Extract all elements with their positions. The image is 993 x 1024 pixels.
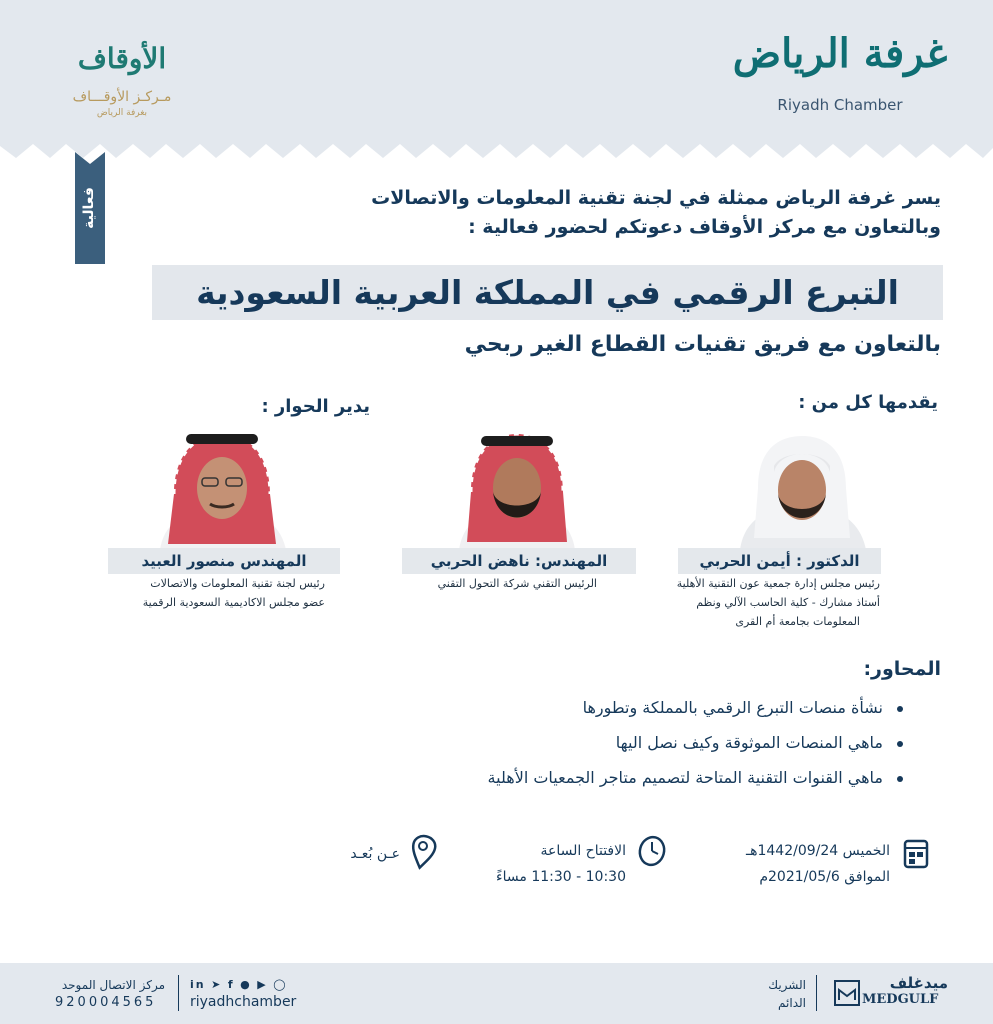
presenter-1-role-1: رئيس مجلس إدارة جمعية عون التقنية الأهلية xyxy=(676,577,880,590)
riyadh-logo-arabic: غرفة الرياض xyxy=(732,30,948,77)
presenter-1-roles xyxy=(640,574,880,631)
medgulf-arabic: ميدغلف xyxy=(889,974,948,992)
event-title: التبرع الرقمي في المملكة العربية السعودية xyxy=(196,273,899,312)
moderator-role-1: رئيس لجنة تقنية المعلومات والاتصالات xyxy=(150,577,325,590)
riyadh-logo-english: Riyadh Chamber xyxy=(777,96,903,114)
event-time xyxy=(470,838,626,890)
contact-label: مركز الاتصال الموحد xyxy=(61,978,165,992)
twitter-icon[interactable]: ➤ xyxy=(211,978,223,991)
intro-text xyxy=(241,184,941,242)
presenter-2-photo xyxy=(455,428,580,550)
time-range: 10:30 - 11:30 مساءً xyxy=(496,869,626,885)
medgulf-english: MEDGULF xyxy=(862,992,939,1007)
partner-divider xyxy=(816,975,817,1011)
awqaf-logo-title: مـركـز الأوقـــاف xyxy=(72,89,172,105)
axes-item: نشأة منصات التبرع الرقمي بالمملكة وتطورها xyxy=(343,690,903,725)
event-title-box xyxy=(152,265,943,320)
presenter-1-name: الدكتور : أيمن الحربي xyxy=(678,548,881,574)
contact-phone: 920004565 xyxy=(55,995,157,1010)
medgulf-logo xyxy=(862,974,948,1008)
presenter-2-roles xyxy=(402,574,597,593)
awqaf-logo xyxy=(72,30,172,130)
moderator-role-2: عضو مجلس الاكاديمية السعودية الرقمية xyxy=(142,596,325,609)
time-label: الافتتاح الساعة xyxy=(540,843,626,859)
social-handle[interactable]: riyadhchamber xyxy=(190,994,297,1010)
instagram-icon[interactable]: ◯ xyxy=(273,978,288,991)
axes-item: ماهي المنصات الموثوقة وكيف نصل اليها xyxy=(343,725,903,760)
axes-list xyxy=(343,690,903,795)
zigzag-edge xyxy=(0,140,993,160)
awqaf-logo-mark: الأوقاف xyxy=(77,42,167,75)
calendar-icon xyxy=(902,836,930,870)
presenters-label: يقدمها كل من : xyxy=(798,392,938,413)
moderator-roles xyxy=(100,574,325,612)
contact-center xyxy=(55,976,165,1012)
clock-icon xyxy=(636,834,668,868)
facebook-icon[interactable]: f xyxy=(227,978,235,991)
linkedin-icon[interactable]: in xyxy=(190,978,206,991)
axes-item: ماهي القنوات التقنية المتاحة لتصميم متاجر الجمعيات الأهلية xyxy=(343,760,903,795)
footer-divider xyxy=(178,975,179,1011)
partner-label-2: الدائم xyxy=(778,996,806,1010)
presenter-2-role-1: الرئيس التقني شركة التحول التقني xyxy=(437,577,597,590)
axes-label: المحاور: xyxy=(863,658,941,680)
partner-label xyxy=(750,976,806,1012)
social-icons xyxy=(190,978,288,991)
moderator-label: يدير الحوار : xyxy=(261,396,370,417)
event-subtitle: بالتعاون مع فريق تقنيات القطاع الغير ربحي xyxy=(464,332,941,357)
snapchat-icon[interactable]: ● xyxy=(240,978,252,991)
youtube-icon[interactable]: ▶ xyxy=(257,978,268,991)
presenter-2-name: المهندس: ناهض الحربي xyxy=(402,548,636,574)
event-date xyxy=(700,838,890,890)
awqaf-logo-sub: بغرفة الرياض xyxy=(96,108,148,118)
partner-label-1: الشريك xyxy=(768,978,806,992)
date-gregorian: الموافق 2021/05/6م xyxy=(759,869,890,885)
riyadh-chamber-logo xyxy=(725,30,955,90)
intro-line-2: وبالتعاون مع مركز الأوقاف دعوتكم لحضور فعالية : xyxy=(468,216,941,238)
presenter-1-role-2: أستاذ مشارك - كلية الحاسب الآلي ونظم xyxy=(696,596,880,609)
event-tag-label: فعالية xyxy=(81,187,97,229)
presenter-1-photo xyxy=(730,428,875,550)
event-location: عـن بُعـد xyxy=(350,846,400,862)
location-pin-icon xyxy=(408,834,438,870)
intro-line-1: يسر غرفة الرياض ممثلة في لجنة تقنية المعلومات والاتصالات xyxy=(371,187,941,209)
moderator-photo xyxy=(150,428,295,550)
medgulf-mark-icon xyxy=(834,980,860,1006)
presenter-1-role-3: المعلومات بجامعة أم القرى xyxy=(735,615,860,628)
event-tag-ribbon xyxy=(75,152,105,264)
date-hijri: الخميس 1442/09/24هـ xyxy=(746,843,890,859)
moderator-name: المهندس منصور العبيد xyxy=(108,548,340,574)
